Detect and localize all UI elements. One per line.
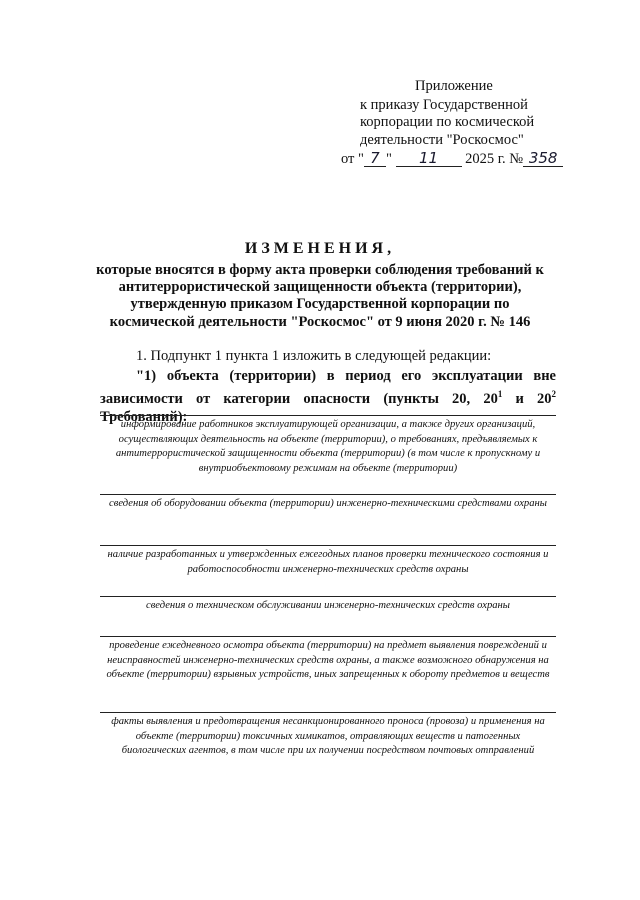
appendix-title: Приложение xyxy=(415,78,493,94)
order-date-number xyxy=(341,150,563,168)
appendix-line-3: деятельности "Роскосмос" xyxy=(360,132,524,148)
paragraph-1: 1. Подпункт 1 пункта 1 изложить в следующей редакции: xyxy=(136,348,492,364)
field-caption: информирование работников эксплуатирующей организации, а также других организаций, осуществляющих деятельность на объекте (территории), о требованиях, предъявляемых к антитеррористической защищенности объекта (территории) (в том числе к пропускному и внутриобъектовому режимам на объекте (территории) xyxy=(115,419,541,474)
form-field-5 xyxy=(100,636,556,683)
fill-line xyxy=(100,494,556,495)
fill-line xyxy=(100,545,556,546)
order-day-handwritten: 7 xyxy=(364,150,386,167)
fill-line xyxy=(100,636,556,637)
field-caption: сведения о техническом обслуживании инженерно-технических средств охраны xyxy=(146,600,510,611)
fill-line xyxy=(100,415,556,416)
form-field-6 xyxy=(100,712,556,759)
form-field-4 xyxy=(100,596,556,614)
appendix-line-2: корпорации по космической xyxy=(360,114,535,130)
field-caption: наличие разработанных и утвержденных ежегодных планов проверки технического состояния и работоспособности инженерно-технических средств охраны xyxy=(107,549,549,575)
paragraph-2-and: и 20 xyxy=(502,390,552,407)
order-month-handwritten: 11 xyxy=(396,150,462,167)
paragraph-2-main: "1) объекта (территории) в период его эксплуатации вне зависимости от категории опасности (пункты 20, 20 xyxy=(100,368,556,407)
fill-line xyxy=(100,712,556,713)
order-prefix: от " xyxy=(341,151,364,167)
document-subtitle: которые вносятся в форму акта проверки соблюдения требований к антитеррористической защищенности объекта (территории), утвержденную приказом Государственной корпорации по космической деятельности "Роскосмос" от 9 июня 2020 г. № 146 xyxy=(96,262,544,330)
superscript-2: 2 xyxy=(551,389,557,399)
order-quote: " xyxy=(385,151,392,167)
superscript-1: 1 xyxy=(497,389,503,399)
order-number-handwritten: 358 xyxy=(523,150,563,167)
form-field-1 xyxy=(100,415,556,476)
order-year-text: 2025 г. № xyxy=(465,151,524,167)
paragraph-2-end: Требований): xyxy=(100,408,188,425)
field-caption: проведение ежедневного осмотра объекта (территории) на предмет выявления повреждений и неисправностей инженерно-технических средств охраны, а также возможного обнаружения на объекте (территории) взрывных устройств, иных запрещенных к обороту предметов и веществ xyxy=(106,640,550,680)
form-field-2 xyxy=(100,494,556,512)
appendix-line-1: к приказу Государственной xyxy=(360,97,528,113)
fill-line xyxy=(100,596,556,597)
form-field-3 xyxy=(100,545,556,577)
field-caption: факты выявления и предотвращения несанкционированного проноса (провоза) и применения на объекте (территории) токсичных химикатов, отравляющих веществ и патогенных биологических агентов, в том числе при их получении посредством почтовых отправлений xyxy=(111,716,545,756)
document-heading: ИЗМЕНЕНИЯ, xyxy=(244,240,396,257)
field-caption: сведения об оборудовании объекта (территории) инженерно-техническими средствами охраны xyxy=(109,498,547,509)
